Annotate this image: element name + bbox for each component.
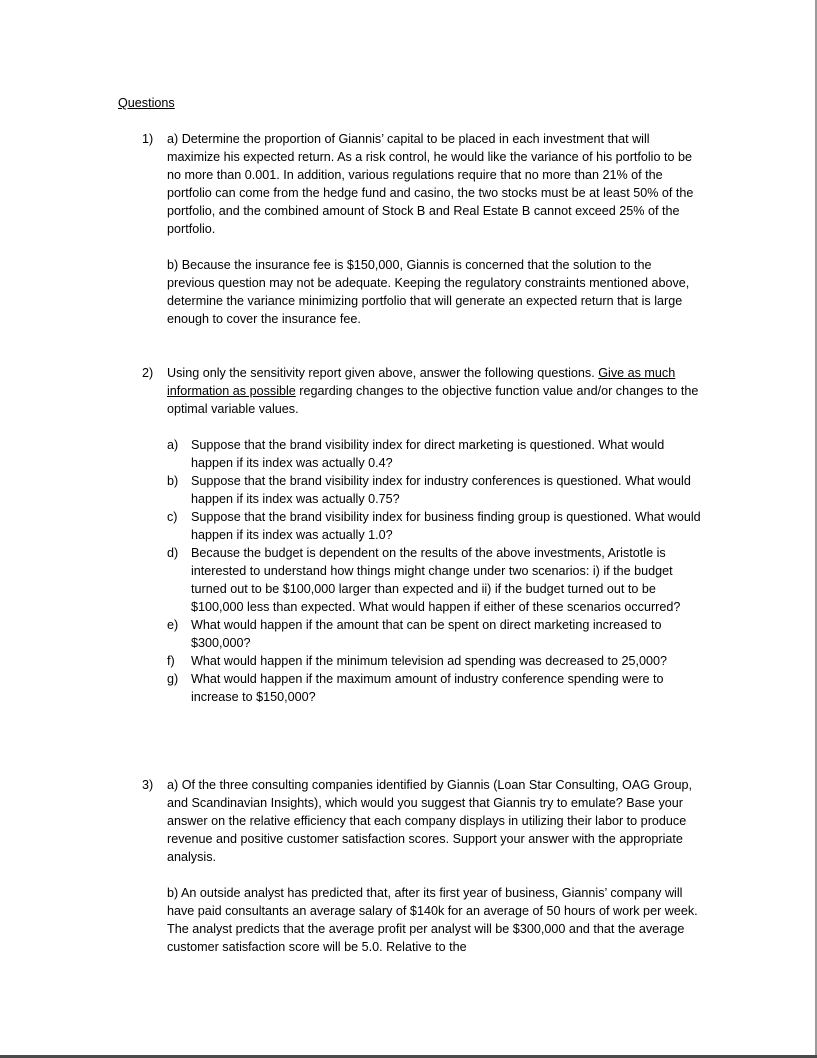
sub-question-text: Suppose that the brand visibility index for industry conferences is questioned. What would happen if its index was actually 0.75? <box>191 474 691 506</box>
sub-question-letter: d) <box>167 546 179 560</box>
question-3 <box>142 776 702 956</box>
sub-question-letter: c) <box>167 510 178 524</box>
sub-question-e <box>167 616 702 652</box>
sub-question-text: Suppose that the brand visibility index for direct marketing is questioned. What would happen if its index was actually 0.4? <box>191 438 665 470</box>
sub-question-text: What would happen if the amount that can be spent on direct marketing increased to $300,000? <box>191 618 662 650</box>
sub-question-f <box>167 652 702 670</box>
sub-question-b <box>167 472 702 508</box>
question-3a-text: a) Of the three consulting companies identified by Giannis (Loan Star Consulting, OAG Group, and Scandinavian Insights), which would you suggest that Giannis try to emulate? Base your answer on the relative efficiency that each company displays in utilizing their labor to produce revenue and positive customer satisfaction scores. Support your answer with the appropriate analysis. <box>167 778 693 864</box>
intro-emphasis: Give as much information as possible <box>167 366 676 398</box>
sub-question-text: What would happen if the maximum amount of industry conference spending were to increase to $150,000? <box>191 672 664 704</box>
question-number: 1) <box>142 132 154 146</box>
question-3b-text: b) An outside analyst has predicted that, after its first year of business, Giannis’ company will have paid consultants an average salary of $140k for an average of 50 hours of work per week. The analyst predicts that the average profit per analyst will be $300,000 and that the average customer satisfaction score will be 5.0. Relative to the <box>167 886 698 954</box>
question-1b-text: b) Because the insurance fee is $150,000, Giannis is concerned that the solution to the previous question may not be adequate. Keeping the regulatory constraints mentioned above, determine the variance minimizing portfolio that will generate an expected return that is large enough to cover the insurance fee. <box>167 258 690 326</box>
question-1a-text: a) Determine the proportion of Giannis’ capital to be placed in each investment that will maximize his expected return. As a risk control, he would like the variance of his portfolio to be no more than 0.001. In addition, various regulations require that no more than 21% of the portfolio can come from the hedge fund and casino, the two stocks must be at least 50% of the portfolio, and the combined amount of Stock B and Real Estate B cannot exceed 25% of the portfolio. <box>167 132 694 236</box>
sub-question-letter: e) <box>167 618 179 632</box>
sub-question-letter: f) <box>167 654 175 668</box>
question-number: 2) <box>142 366 154 380</box>
question-2 <box>142 364 702 706</box>
sub-question-letter: b) <box>167 474 179 488</box>
section-heading: Questions <box>118 96 175 110</box>
sub-question-letter: g) <box>167 672 179 686</box>
sub-question-text: Suppose that the brand visibility index for business finding group is questioned. What would happen if its index was actually 1.0? <box>191 510 701 542</box>
sub-question-a <box>167 436 702 472</box>
sub-question-c <box>167 508 702 544</box>
question-1 <box>142 130 702 328</box>
question-2-intro <box>167 364 702 418</box>
sub-question-letter: a) <box>167 438 179 452</box>
question-number: 3) <box>142 778 154 792</box>
sub-question-text: What would happen if the minimum television ad spending was decreased to 25,000? <box>191 654 668 668</box>
sub-question-g <box>167 670 702 706</box>
sub-question-d <box>167 544 702 616</box>
sub-question-text: Because the budget is dependent on the results of the above investments, Aristotle is interested to understand how things might change under two scenarios: i) if the budget turned out to be $100,000 larger than expected and ii) if the budget turned out to be $100,000 less than expected. What would happen if either of these scenarios occurred? <box>191 546 681 614</box>
intro-text-continued: regarding changes to the objective function value and/or changes to the optimal variable values. <box>167 384 699 416</box>
intro-text: Using only the sensitivity report given above, answer the following questions. <box>167 366 599 380</box>
